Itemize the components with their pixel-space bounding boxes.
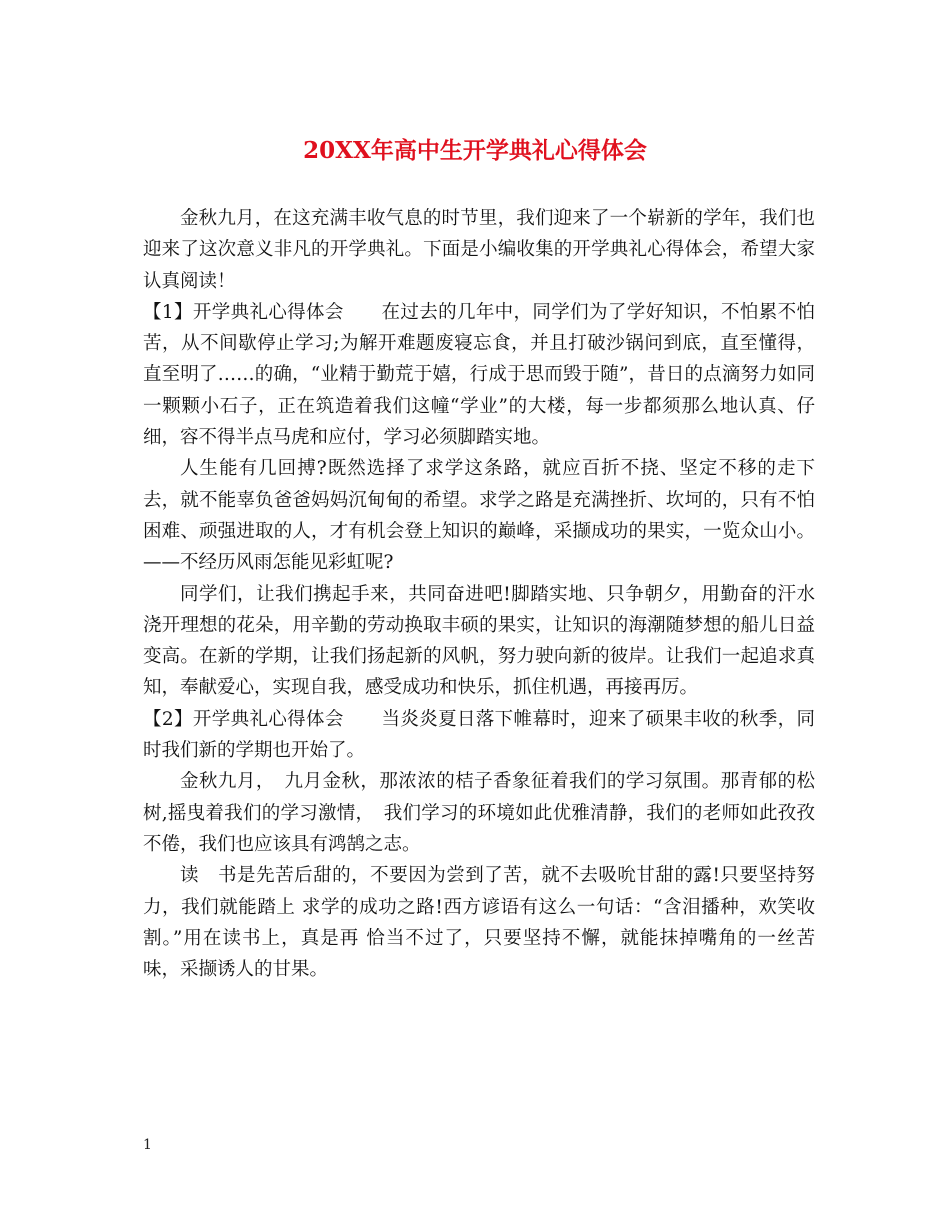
paragraph-body: 同学们，让我们携起手来，共同奋进吧!脚踏实地、只争朝夕，用勤奋的汗水浇开理想的花朵，用辛勤的劳动换取丰硕的果实，让知识的海潮随梦想的船儿日益变高。在新的学期，让我们扬起新的风帆，努力驶向新的彼岸。让我们一起追求真知，奉献爱心，实现自我，感受成功和快乐，抓住机遇，再接再厉。 bbox=[143, 583, 815, 699]
paragraph-body: 金秋九月， 九月金秋，那浓浓的桔子香象征着我们的学习氛围。那青郁的松树,摇曳着我们的学习激情， 我们学习的环境如此优雅清静，我们的老师如此孜孜不倦，我们也应该具有鸿鹄之志。 bbox=[143, 771, 815, 855]
paragraph-intro: 金秋九月，在这充满丰收气息的时节里，我们迎来了一个崭新的学年，我们也迎来了这次意义非凡的开学典礼。下面是小编收集的开学典礼心得体会，希望大家认真阅读！ bbox=[143, 208, 815, 292]
document-title: 20XX年高中生开学典礼心得体会 bbox=[303, 137, 647, 164]
document-body bbox=[143, 203, 815, 985]
page-number: 1 bbox=[143, 1137, 152, 1153]
paragraph-section-2: 【2】开学典礼心得体会 当炎炎夏日落下帷幕时，迎来了硕果丰收的秋季，同时我们新的学期也开始了。 bbox=[143, 708, 815, 762]
paragraph-body: 读 书是先苦后甜的，不要因为尝到了苦，就不去吸吮甘甜的露!只要坚持努力，我们就能踏上 求学的成功之路!西方谚语有这么一句话：“含泪播种，欢笑收割。”用在读书上，真是再 恰当不过了，只要坚持不懈，就能抹掉嘴角的一丝苦味，采撷诱人的甘果。 bbox=[143, 865, 815, 981]
paragraph-body: 人生能有几回搏?既然选择了求学这条路，就应百折不挠、坚定不移的走下去，就不能辜负爸爸妈妈沉甸甸的希望。求学之路是充满挫折、坎坷的，只有不怕困难、顽强进取的人，才有机会登上知识的巅峰，采撷成功的果实，一览众山小。——不经历风雨怎能见彩虹呢? bbox=[143, 458, 815, 574]
paragraph-section-1: 【1】开学典礼心得体会 在过去的几年中，同学们为了学好知识，不怕累不怕苦，从不间歇停止学习;为解开难题废寝忘食，并且打破沙锅问到底，直至懂得，直至明了……的确，“业精于勤荒于嬉，行成于思而毁于随”，昔日的点滴努力如同一颗颗小石子，正在筑造着我们这幢“学业”的大楼，每一步都须那么地认真、仔细，容不得半点马虎和应付，学习必须脚踏实地。 bbox=[143, 301, 815, 449]
